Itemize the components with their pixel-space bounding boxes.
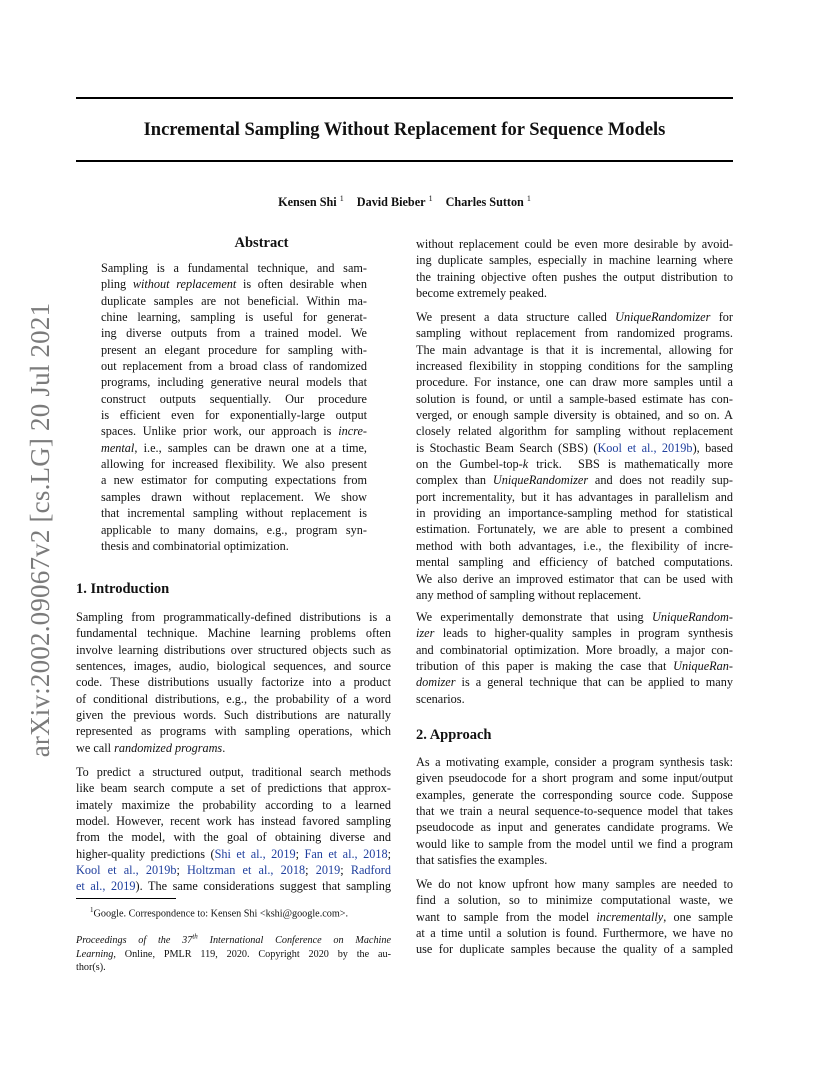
section-heading-introduction: 1. Introduction [76, 581, 170, 597]
abstract-line: mental, i.e., samples can be drawn one at a time, [101, 440, 367, 455]
abstract-line: that incremental sampling without replacement is [101, 506, 367, 521]
abstract-line: is efficient even for exponentially-large output [101, 408, 367, 423]
abstract-line: out replacement from a broad class of randomized [101, 359, 367, 374]
text-line: fundamental technique. Machine learning problems often [76, 626, 391, 641]
author: Charles Sutton $^1$ [445, 194, 531, 210]
citation-link[interactable]: Kool et al., 2019b [76, 863, 177, 878]
citation-link[interactable]: Shi et al., 2019 [214, 846, 296, 861]
text-line: from the model, with the goal of obtaining diverse and [76, 830, 391, 845]
text-line: complex than UniqueRandomizer and does not readily sup- [416, 473, 733, 488]
footnote-rule [76, 898, 176, 899]
text-line: in providing an importance-sampling method for statistical [416, 506, 733, 521]
text-line: increased flexibility in stopping conditions for the sampling [416, 359, 733, 374]
text-line: domizer is a general technique that can be applied to many [416, 675, 733, 690]
abstract-line: spaces. Unlike prior work, our approach is incre- [101, 424, 367, 439]
citation-link[interactable]: Holtzman et al., 2018 [187, 863, 306, 878]
text-line: verged, or enough sample diversity is obtained, and so on. A [416, 408, 733, 423]
text-line: given pseudocode for a short program and some input/output [416, 771, 733, 786]
abstract-line: applicable to many domains, e.g., program syn- [101, 522, 367, 537]
intro-paragraph-1 [76, 609, 391, 756]
citation-link[interactable]: 2019 [315, 863, 341, 878]
text-line: Sampling from programmatically-defined distributions is a [76, 610, 391, 624]
text-line: Kool et al., 2019b; Holtzman et al., 2018; 2019; Radford [76, 863, 391, 878]
citation-link[interactable]: et al., 2019 [76, 879, 136, 894]
abstract-line: pling without replacement is often desirable when [101, 277, 367, 292]
abstract-line: ing diverse outputs from a trained model. We [101, 326, 367, 341]
text-line: at a time until a solution is found. Furthermore, we have no [416, 926, 733, 941]
text-line: sentences, images, audio, biological sequences, and source [76, 659, 391, 674]
abstract-line: a new estimator for computing expectations from [101, 473, 367, 488]
intro-paragraph-2 [76, 764, 391, 895]
citation-link[interactable]: Kool et al., 2019b [597, 440, 693, 455]
text-line: would like to sample from the model until we find a program [416, 836, 733, 851]
text-line: We experimentally demonstrate that using UniqueRandom- [416, 610, 733, 624]
abstract-line: Sampling is a fundamental technique, and sam- [101, 261, 367, 275]
text-line: like beam search compute a set of predictions that approx- [76, 781, 391, 796]
text-line: pseudocode as input and generates candidate programs. We [416, 820, 733, 835]
text-line: We present a data structure called UniqueRandomizer for [416, 310, 733, 324]
text-line: method with both advantages, i.e., the flexibility of incre- [416, 538, 733, 553]
text-line: want to sample from the model incrementally, one sample [416, 909, 733, 924]
text-line: that satisfies the examples. [416, 853, 548, 868]
abstract-heading: Abstract [234, 235, 289, 251]
text-line: of conditional distributions, e.g., the probability of a word [76, 691, 391, 706]
text-line: et al., 2019). The same considerations suggest that sampling [76, 879, 391, 894]
title-rule-top [76, 97, 733, 99]
text-line: ing duplicate samples, especially in machine learning where [416, 253, 733, 268]
section-heading-approach: 2. Approach [416, 727, 492, 743]
text-line: We do not know upfront how many samples are needed to [416, 877, 733, 891]
text-line: that we train a neural sequence-to-sequence model that takes [416, 804, 733, 819]
text-line: estimation. Fortunately, we are able to present a combined [416, 522, 733, 537]
text-line: code. These distributions usually factorize into a product [76, 675, 391, 690]
text-line: scenarios. [416, 691, 465, 706]
title-rule-bottom [76, 160, 733, 162]
text-line: examples, generate the corresponding source code. Suppose [416, 787, 733, 802]
text-line: izer leads to higher-quality samples in program synthesis [416, 626, 733, 641]
abstract-line: chine learning, sampling is useful for generat- [101, 310, 367, 325]
proceedings-note [76, 931, 391, 974]
text-line: We also derive an improved estimator that can be used with [416, 571, 733, 586]
text-line: mental sampling and efficiency of batched computations. [416, 555, 733, 570]
text-line: sampling without replacement from randomized programs. [416, 326, 733, 341]
text-line: As a motivating example, consider a program synthesis task: [416, 755, 733, 769]
text-line: given the previous words. Such distributions are naturally [76, 708, 391, 723]
text-line: closely related algorithm for sampling without replacement [416, 424, 733, 439]
text-line: use for duplicate samples because the quality of a sampled [416, 942, 733, 957]
citation-link[interactable]: Fan et al., 2018 [304, 846, 388, 861]
arxiv-identifier: arXiv:2002.09067v2 [cs.LG] 20 Jul 2021 [25, 302, 55, 758]
text-line: To predict a structured output, traditional search methods [76, 765, 391, 779]
text-line: and combinatorial optimization. More broadly, a major con- [416, 642, 733, 657]
abstract-line: allowing for increased flexibility. We also present [101, 457, 367, 472]
text-line: represented as programs with sampling operations, which [76, 724, 391, 739]
text-line: find a solution, so to minimize computational waste, we [416, 893, 733, 908]
text-line: on the Gumbel-top-k trick. SBS is mathematically more [416, 457, 733, 472]
text-line: model. However, recent work has instead favored sampling [76, 814, 391, 829]
text-line: we call randomized programs. [76, 740, 226, 755]
author-list [76, 191, 733, 210]
author: David Bieber $^1$ [356, 194, 433, 210]
text-line: the training objective often pushes the output distribution to [416, 269, 733, 284]
text-line: Learning, Online, PMLR 119, 2020. Copyright 2020 by the au- [76, 948, 391, 960]
text-line: procedure. For instance, one can draw more samples until a [416, 375, 733, 390]
right-paragraph-2 [416, 309, 733, 603]
text-line: Proceedings of the 37th International Conference on Machine [76, 933, 391, 947]
paper-title: Incremental Sampling Without Replacement for Sequence Models [143, 120, 666, 140]
text-line: higher-quality predictions (Shi et al., 2019; Fan et al., 2018; [76, 846, 391, 861]
text-line: thor(s). [76, 961, 106, 973]
footnote: $^1$Google. Correspondence to: Kensen Shi <kshi@google.com>. [90, 906, 349, 920]
abstract-line: construct outputs sequentially. Our procedure [101, 391, 367, 406]
author: Kensen Shi $^1$ [278, 194, 344, 210]
text-line: is Stochastic Beam Search (SBS) (Kool et al., 2019b), based [416, 440, 733, 455]
text-line: become extremely peaked. [416, 286, 547, 301]
right-paragraph-3 [416, 609, 733, 707]
text-line: solution is found, or until a sample-based estimate has con- [416, 391, 733, 406]
text-line: port incrementality, but it has advantages in parallelism and [416, 489, 733, 504]
text-line: tribution of this paper is making the case that UniqueRan- [416, 659, 733, 674]
text-line: involve learning distributions over structured objects such as [76, 642, 391, 657]
abstract-line: present an elegant procedure for sampling with- [101, 342, 367, 357]
right-paragraph-5 [416, 876, 733, 958]
text-line: without replacement could be even more desirable by avoid- [416, 237, 733, 251]
text-line: any method of sampling without replacement. [416, 587, 642, 602]
abstract-line: duplicate samples are not beneficial. Within ma- [101, 293, 367, 308]
abstract-body [101, 260, 367, 554]
citation-link[interactable]: Radford [350, 863, 391, 878]
abstract-line: thesis and combinatorial optimization. [101, 538, 289, 553]
right-paragraph-1 [416, 236, 733, 301]
text-line: The main advantage is that it is incremental, allowing for [416, 342, 733, 357]
abstract-line: programs, including generative neural models that [101, 375, 367, 390]
abstract-line: samples drawn without replacement. We show [101, 489, 367, 504]
right-paragraph-4 [416, 754, 733, 868]
text-line: imately maximize the probability according to a learned [76, 797, 391, 812]
